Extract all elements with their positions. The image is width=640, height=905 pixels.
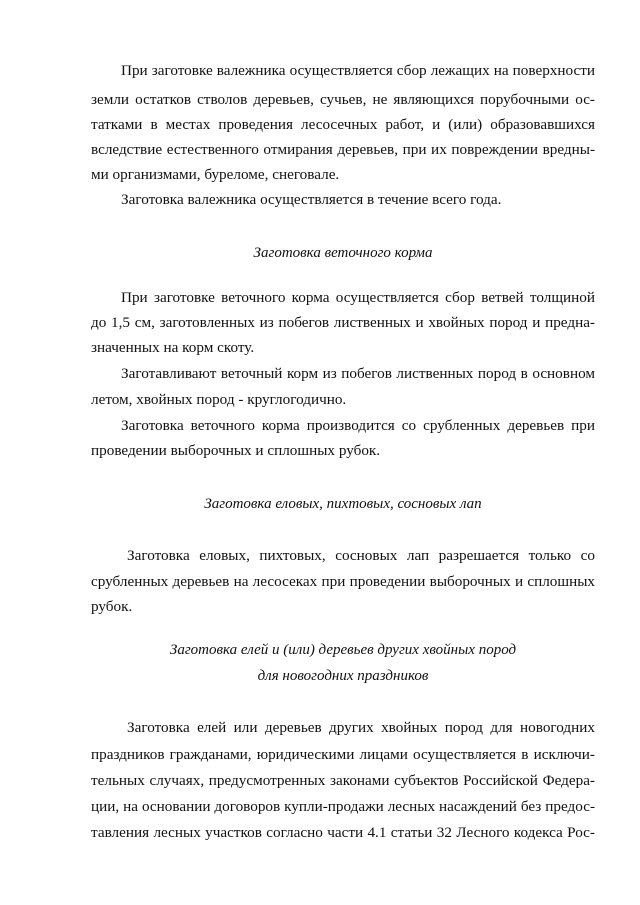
paragraph-line: Заготовка елей или деревьев других хвойных пород для новогодних: [127, 719, 595, 736]
section-heading: Заготовка еловых, пихтовых, сосновых лап: [204, 496, 482, 512]
paragraph-line: земли остатков стволов деревьев, сучьев, не являющихся порубочными ос-: [91, 91, 595, 108]
paragraph-line: татками в местах проведения лесосечных работ, и (или) образовавшихся: [91, 116, 595, 133]
paragraph-line: Заготовка веточного корма производится со срубленных деревьев при: [121, 417, 595, 434]
paragraph-line: Заготовка еловых, пихтовых, сосновых лап разрешается только со: [127, 547, 595, 564]
paragraph-line: тавления лесных участков согласно части 4.1 статьи 32 Лесного кодекса Рос-: [91, 824, 595, 841]
paragraph-line: летом, хвойных пород - круглогодично.: [91, 391, 347, 408]
paragraph-line: ции, на основании договоров купли-продажи лесных насаждений без предос-: [91, 798, 595, 815]
paragraph-line: проведении выборочных и сплошных рубок.: [91, 442, 381, 459]
paragraph-line: При заготовке веточного корма осуществляется сбор ветвей толщиной: [121, 289, 595, 306]
paragraph-line: до 1,5 см, заготовленных из побегов лиственных и хвойных пород и предна-: [91, 314, 595, 331]
paragraph-line: значенных на корм скоту.: [91, 339, 255, 356]
paragraph-line: Заготовка валежника осуществляется в течение всего года.: [121, 191, 502, 208]
paragraph-line: Заготавливают веточный корм из побегов лиственных пород в основном: [121, 365, 595, 382]
paragraph-line: срубленных деревьев на лесосеках при проведении выборочных и сплошных: [91, 573, 595, 590]
section-heading: для новогодних праздников: [257, 668, 429, 684]
paragraph-line: рубок.: [91, 598, 133, 615]
paragraph-line: тельных случаях, предусмотренных законами субъектов Российской Федера-: [91, 772, 595, 789]
paragraph-line: ми организмами, буреломе, снеговале.: [91, 166, 340, 183]
paragraph-line: вследствие естественного отмирания деревьев, при их повреждении вредны-: [91, 141, 595, 158]
paragraph-line: праздников гражданами, юридическими лицами осуществляется в исключи-: [91, 746, 595, 763]
section-heading: Заготовка веточного корма: [253, 245, 433, 261]
paragraph-line: При заготовке валежника осуществляется сбор лежащих на поверхности: [121, 62, 595, 79]
section-heading: Заготовка елей и (или) деревьев других хвойных пород: [169, 642, 517, 658]
